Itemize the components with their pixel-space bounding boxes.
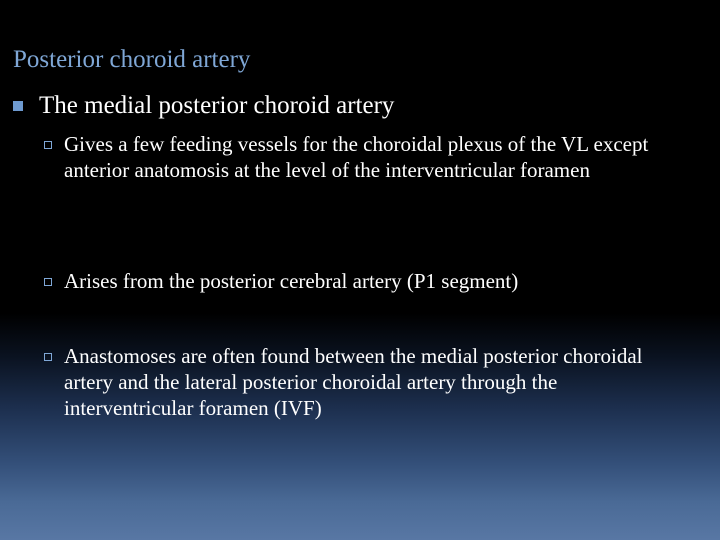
sub-bullet-text: Gives a few feeding vessels for the choroidal plexus of the VL except anterior anatomosis at the level of the interventricular foramen	[64, 132, 649, 182]
sub-bullet-1	[44, 131, 694, 183]
main-bullet	[13, 91, 703, 121]
sub-bullet-text: Anastomoses are often found between the medial posterior choroidal artery and the lateral posterior choroidal artery through the interventricular foramen (IVF)	[64, 344, 643, 420]
square-bullet-icon	[13, 101, 23, 111]
sub-bullet-text: Arises from the posterior cerebral artery (P1 segment)	[64, 269, 519, 293]
main-bullet-text: The medial posterior choroid artery	[39, 92, 395, 119]
sub-bullet-3	[44, 343, 694, 421]
hollow-square-bullet-icon	[44, 141, 52, 149]
sub-bullet-2	[44, 268, 694, 294]
hollow-square-bullet-icon	[44, 278, 52, 286]
slide-title: Posterior choroid artery	[13, 46, 251, 73]
hollow-square-bullet-icon	[44, 353, 52, 361]
